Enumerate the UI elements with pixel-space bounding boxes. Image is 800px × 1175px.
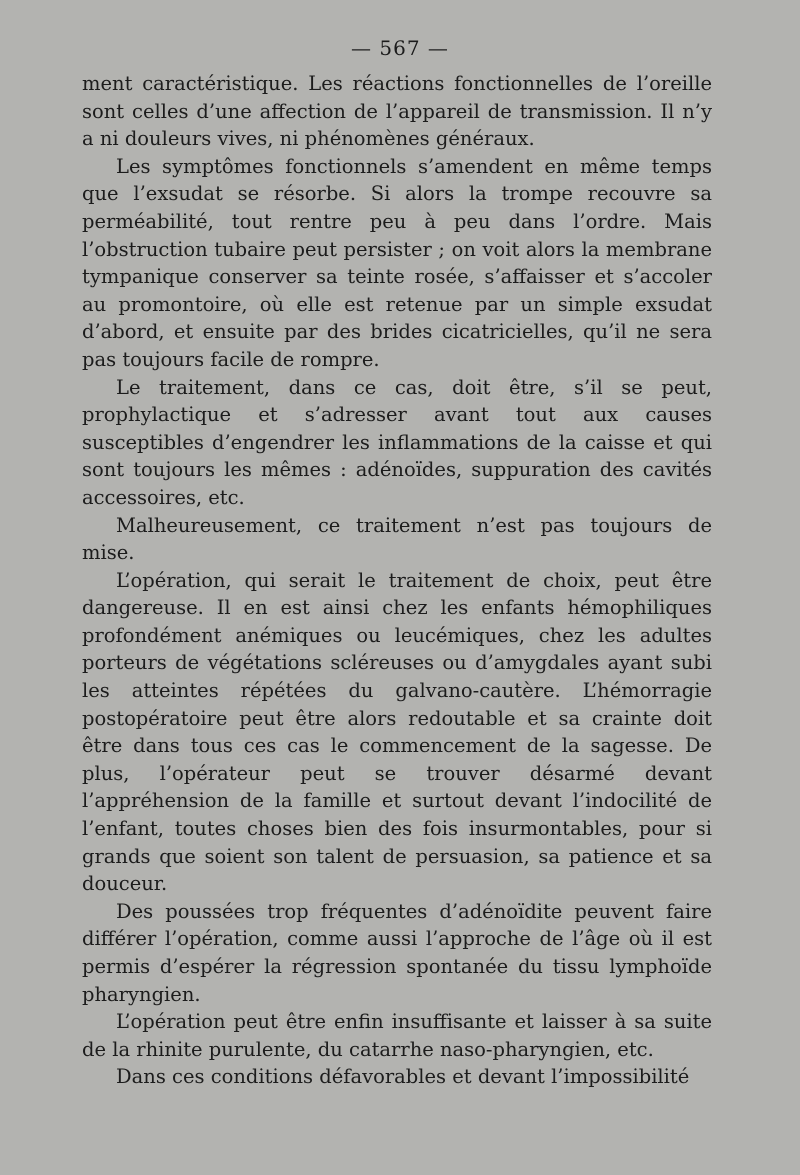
paragraph-continuation: ment caractéristique. Les réactions fonctionnelles de l’oreille sont celles d’une affection de l’appareil de transmission. Il n’y a ni douleurs vives, ni phénomènes généraux. xyxy=(82,72,712,151)
paragraph-conditions: Dans ces conditions défavorables et devant l’impossibilité xyxy=(116,1065,690,1089)
paragraph-treatment: Le traitement, dans ce cas, doit être, s’il se peut, prophylactique et s’adresser avant tout aux causes susceptibles d’engendrer les inflammations de la caisse et qui sont toujours les mêmes : adénoïdes, suppuration des cavités accessoires, etc. xyxy=(82,375,712,509)
paragraph-symptoms: Les symptômes fonctionnels s’amendent en même temps que l’exsudat se résorbe. Si alors la trompe recouvre sa perméabilité, tout rentre peu à peu dans l’ordre. Mais l’obstruction tubaire peut persister ; on voit alors la membrane tympanique conserver sa teinte rosée, s’affaisser et s’accoler au promontoire, où elle est retenue par un simple exsudat d’abord, et ensuite par des brides cicatricielles, qu’il ne sera pas toujours facile de rompre. xyxy=(82,154,712,371)
paragraph-operation: L’opération, qui serait le traitement de choix, peut être dangereuse. Il en est ainsi chez les enfants hémophiliques profondément anémiques ou leucémiques, chez les adultes porteurs de végétations scléreuses ou d’amygdales ayant subi les atteintes répétées du galvano-cautère. L’hémorragie postopératoire peut être alors redoutable et sa crainte doit être dans tous ces cas le commencement de la sagesse. De plus, l’opérateur peut se trouver désarmé devant l’appréhension de la famille et surtout devant l’indocilité de l’enfant, toutes choses bien des fois insurmontables, pour si grands que soient son talent de persuasion, sa patience et sa douceur. xyxy=(82,568,712,896)
paragraph-unfortunately: Malheureusement, ce traitement n’est pas toujours de mise. xyxy=(82,513,712,565)
page-number: — 567 — xyxy=(351,36,449,60)
body-text xyxy=(82,70,712,1091)
paragraph-insufficient: L’opération peut être enfin insuffisante et laisser à sa suite de la rhinite purulente, du catarrhe naso-pharyngien, etc. xyxy=(82,1010,712,1061)
paragraph-adenoiditis: Des poussées trop fréquentes d’adénoïdite peuvent faire différer l’opération, comme aussi l’approche de l’âge où il est permis d’espérer la régression spontanée du tissu lymphoïde pharyngien. xyxy=(82,899,712,1006)
